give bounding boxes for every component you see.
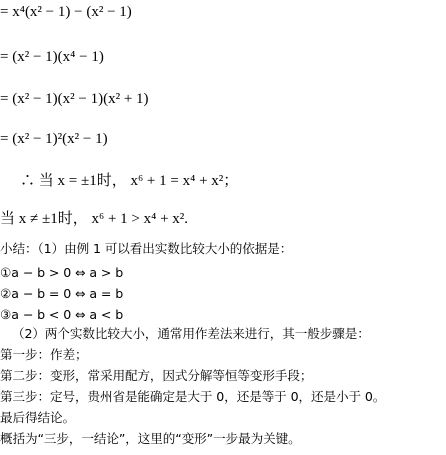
equation-line-4: = (x² − 1)²(x² − 1) bbox=[0, 131, 108, 147]
equation-line-2: = (x² − 1)(x⁴ − 1) bbox=[0, 49, 104, 65]
final-conclusion: 最后得结论。 bbox=[0, 410, 75, 425]
conclusion-equal: ∴ 当 x = ±1时， x⁶ + 1 = x⁴ + x²； bbox=[20, 173, 239, 189]
equation-line-3: = (x² − 1)(x² − 1)(x² + 1) bbox=[0, 91, 149, 107]
rule-positive: ①a − b > 0 ⇔ a > b bbox=[0, 265, 124, 280]
steps-intro: （2）两个实数比较大小，通常用作差法来进行，其一般步骤是： bbox=[12, 326, 370, 341]
summary-heading: 小结：（1）由例 1 可以看出实数比较大小的依据是： bbox=[0, 241, 293, 256]
step-one: 第一步：作差； bbox=[0, 347, 88, 362]
rule-zero: ②a − b = 0 ⇔ a = b bbox=[0, 286, 124, 301]
conclusion-greater: 当 x ≠ ±1时， x⁶ + 1 > x⁴ + x². bbox=[0, 211, 189, 227]
key-point: 概括为“三步，一结论”，这里的“变形”一步最为关键。 bbox=[0, 431, 301, 446]
step-two: 第二步：变形，常采用配方，因式分解等恒等变形手段； bbox=[0, 368, 313, 383]
rule-negative: ③a − b < 0 ⇔ a < b bbox=[0, 307, 124, 322]
step-three: 第三步：定号，贵州省是能确定是大于 0，还是等于 0，还是小于 0。 bbox=[0, 389, 386, 404]
equation-line-1: = x⁴(x² − 1) − (x² − 1) bbox=[0, 4, 132, 20]
